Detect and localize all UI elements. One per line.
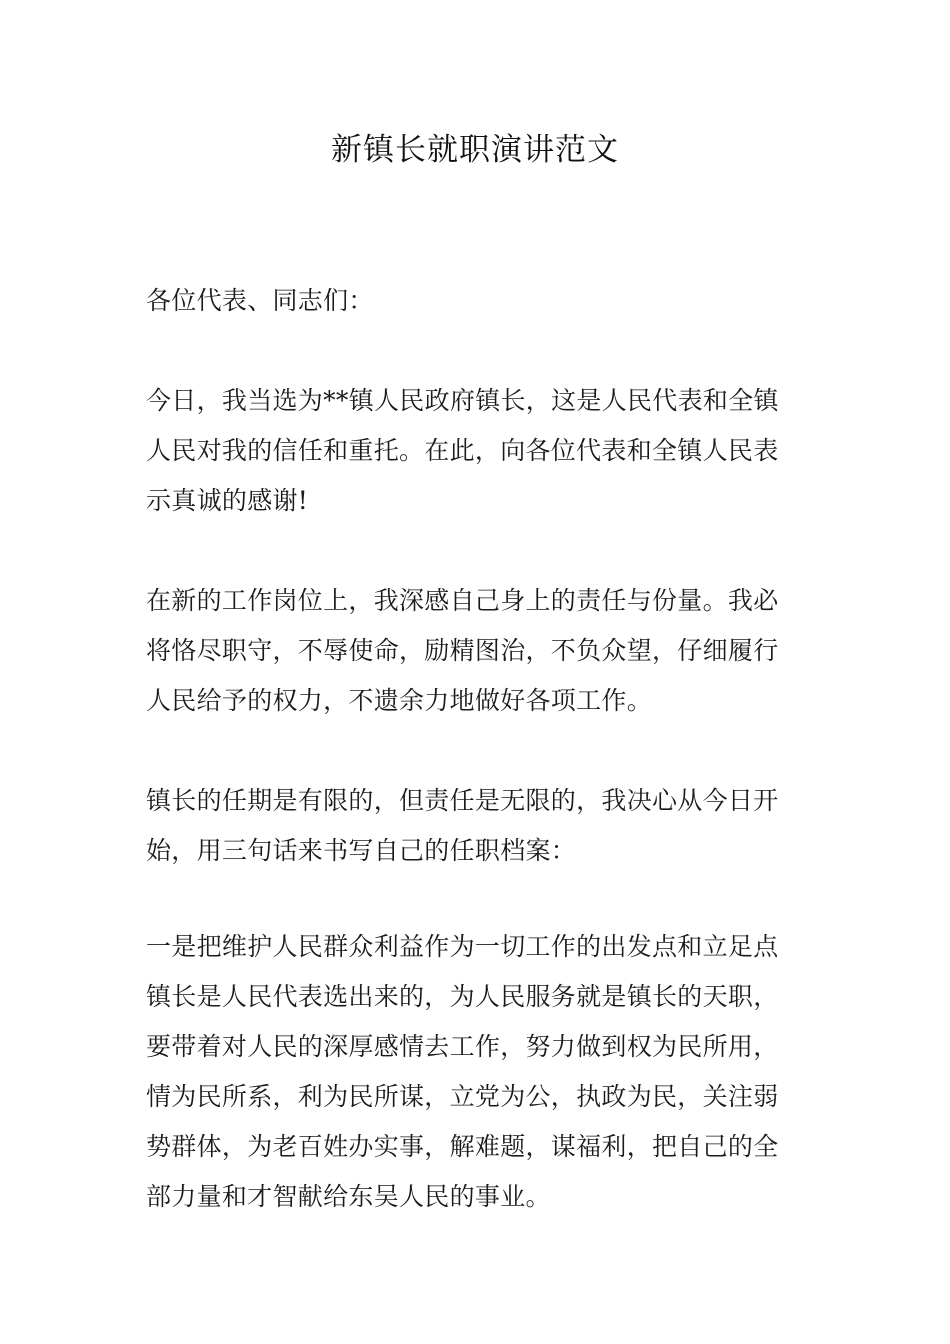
paragraph-line: 各位代表、同志们： — [146, 286, 374, 315]
paragraph-line: 始，用三句话来书写自己的任职档案： — [146, 836, 577, 865]
paragraph-election-thanks — [146, 376, 811, 526]
paragraph-responsibility — [146, 576, 811, 726]
paragraph-first-principle — [146, 922, 811, 1222]
paragraph-line: 情为民所系，利为民所谋，立党为公，执政为民，关注弱 — [146, 1082, 779, 1111]
paragraph-line: 将恪尽职守，不辱使命，励精图治，不负众望，仔细履行 — [146, 636, 779, 665]
paragraph-line: 在新的工作岗位上，我深感自己身上的责任与份量。我必 — [146, 586, 779, 615]
paragraph-line: 示真诚的感谢! — [146, 486, 309, 515]
document-title: 新镇长就职演讲范文 — [331, 132, 619, 168]
paragraph-line: 一是把维护人民群众利益作为一切工作的出发点和立足点 — [146, 932, 779, 961]
paragraph-line: 部力量和才智献给东吴人民的事业。 — [146, 1182, 551, 1211]
paragraph-line: 人民给予的权力，不遗余力地做好各项工作。 — [146, 686, 653, 715]
paragraph-line: 要带着对人民的深厚感情去工作，努力做到权为民所用， — [146, 1032, 779, 1061]
salutation-paragraph — [146, 276, 811, 326]
paragraph-line: 人民对我的信任和重托。在此，向各位代表和全镇人民表 — [146, 436, 779, 465]
paragraph-line: 镇长的任期是有限的，但责任是无限的，我决心从今日开 — [146, 786, 779, 815]
paragraph-line: 镇长是人民代表选出来的，为人民服务就是镇长的天职， — [146, 982, 779, 1011]
paragraph-term-pledge — [146, 776, 811, 876]
paragraph-line: 势群体，为老百姓办实事，解难题，谋福利，把自己的全 — [146, 1132, 779, 1161]
paragraph-line: 今日，我当选为**镇人民政府镇长，这是人民代表和全镇 — [146, 386, 779, 415]
